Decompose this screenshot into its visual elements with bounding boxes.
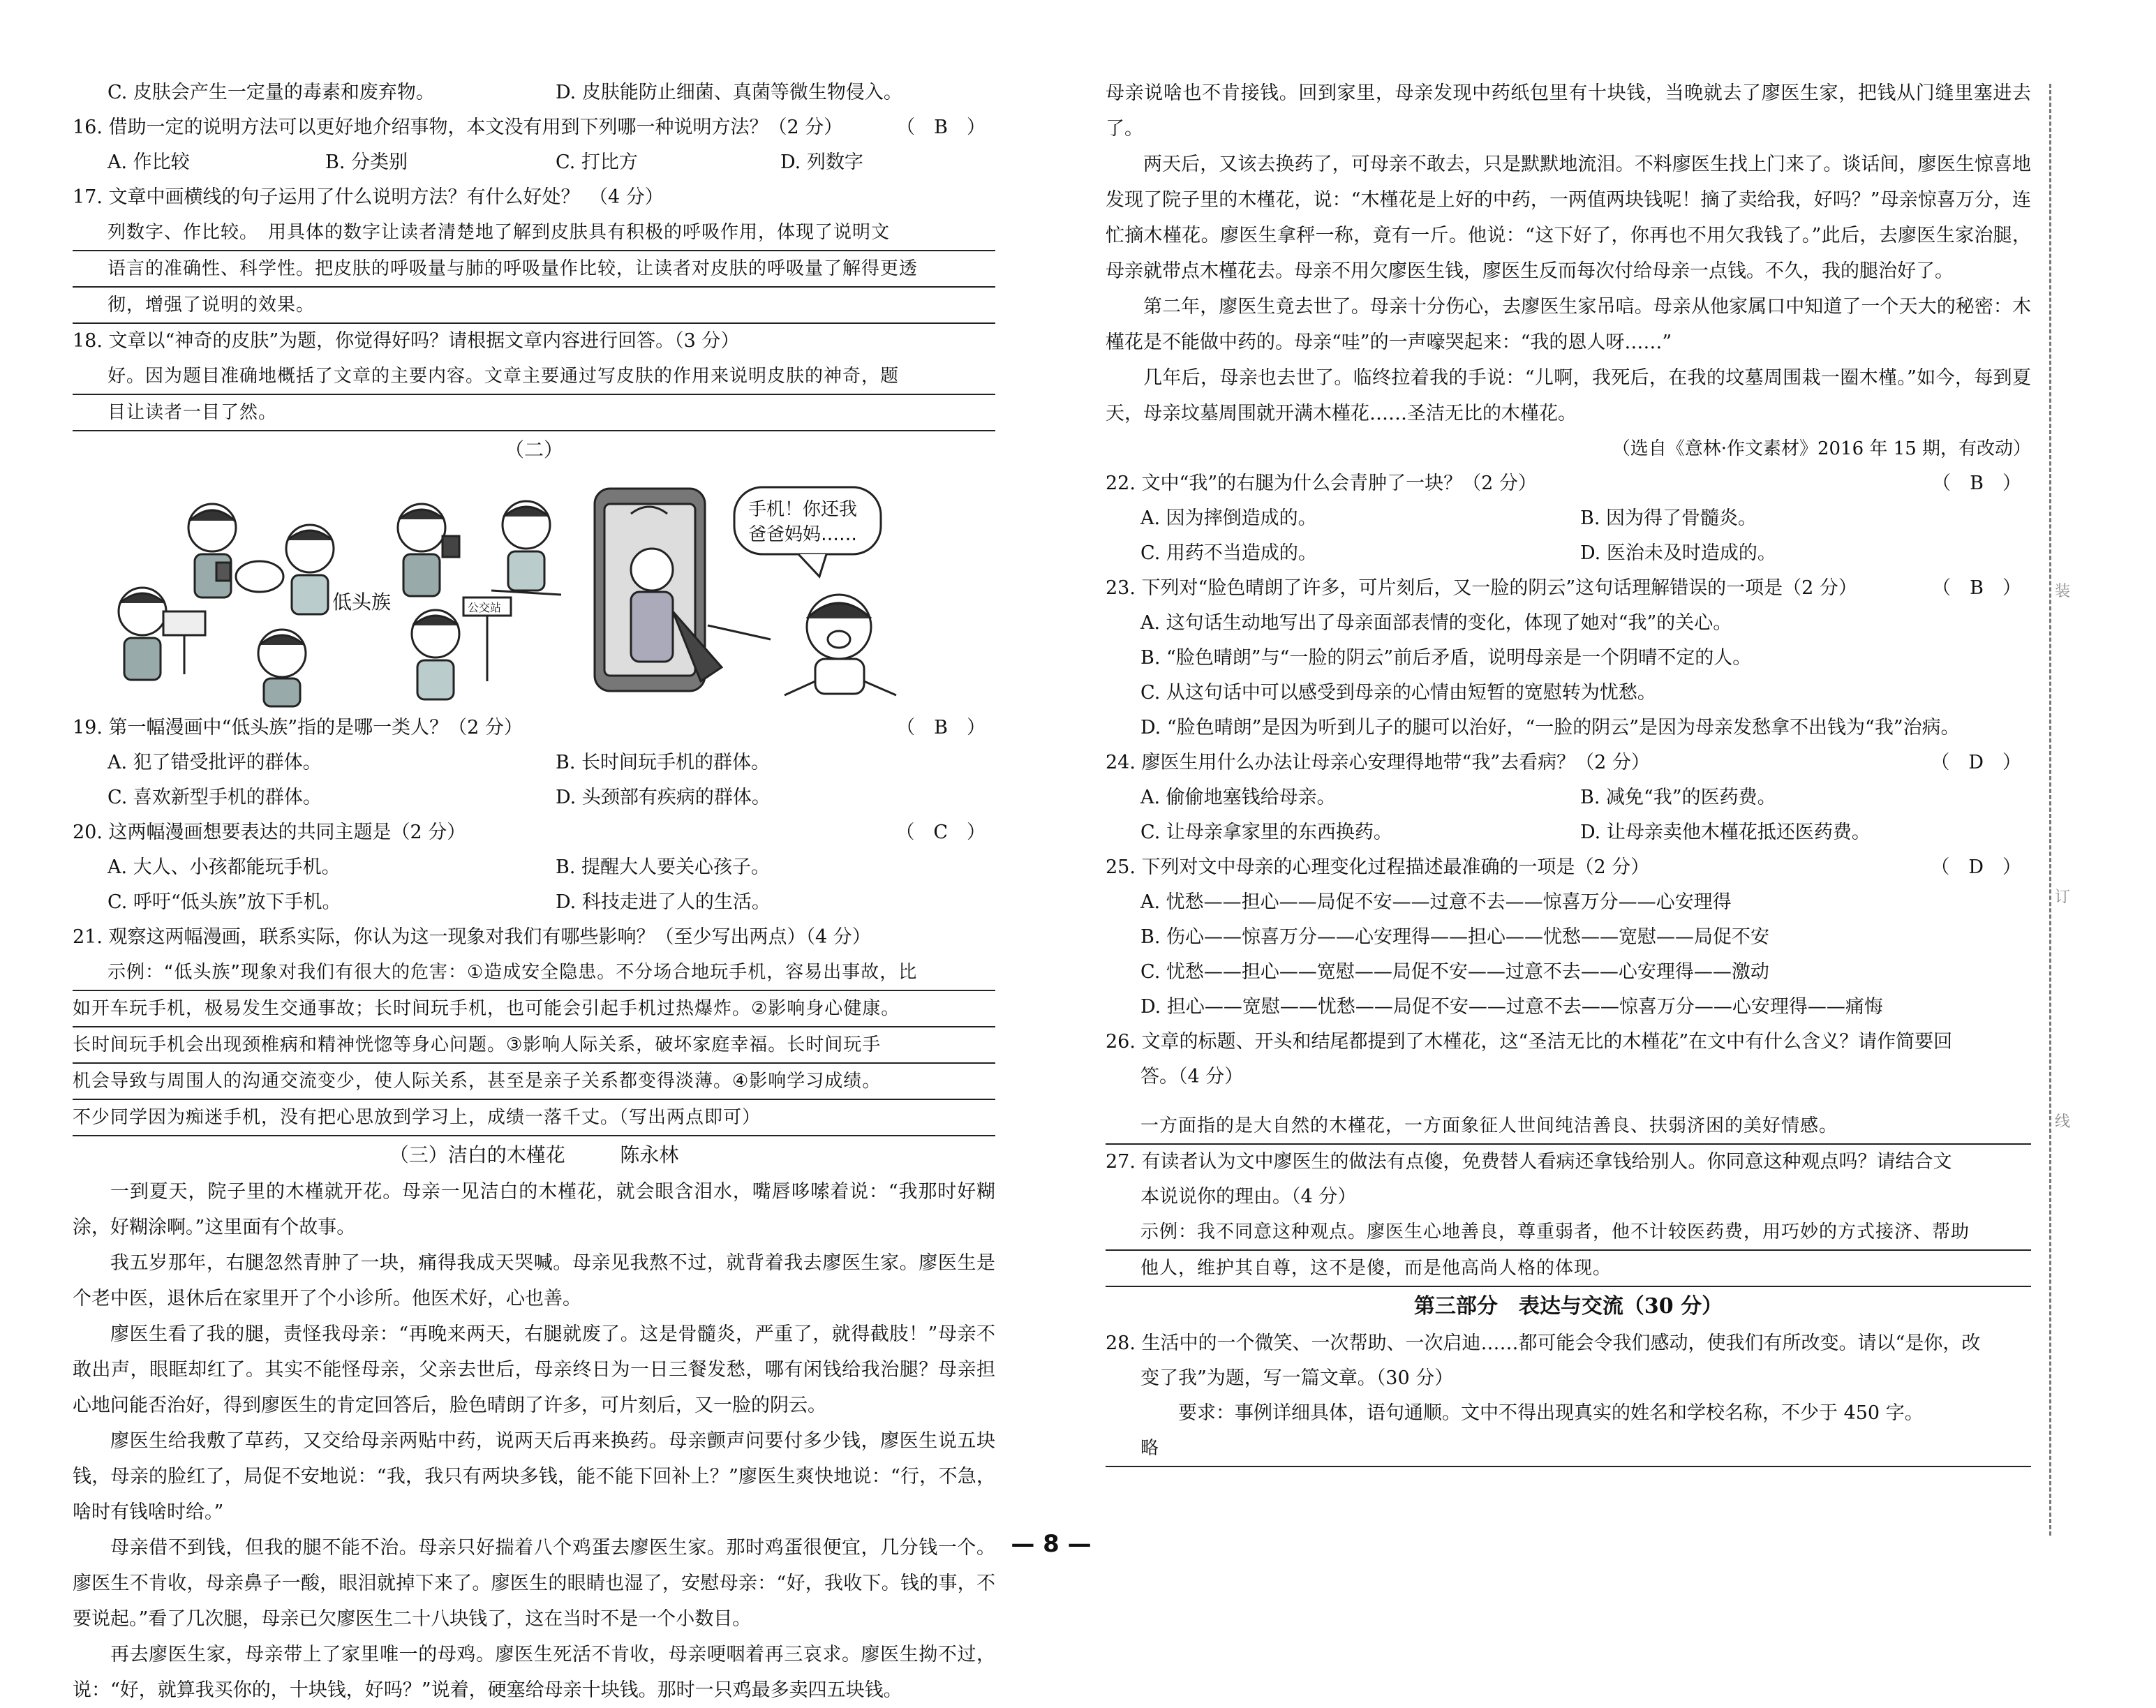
option-d: D. 皮肤能防止细菌、真菌等微生物侵入。 — [556, 82, 902, 103]
q23-answer: （ B ） — [1932, 577, 2021, 599]
q25-option: D. 担心——宽慰——忧愁——局促不安——过意不去——惊喜万分——心安理得——痛悔 — [1140, 996, 1883, 1018]
binding-label: 装 — [2055, 583, 2071, 600]
q19-options-cd: C. 喜欢新型手机的群体。 D. 头颈部有疾病的群体。 — [107, 787, 771, 808]
q16-options: A. 作比较 B. 分类别 C. 打比方 D. 列数字 — [107, 151, 863, 173]
binding-dashed-line — [2049, 84, 2051, 1536]
story-paragraph: 母亲借不到钱，但我的腿不能不治。母亲只好揣着八个鸡蛋去廖医生家。那时鸡蛋很便宜，几分钱一个。廖医生不肯收，母亲鼻子一酸，眼泪就掉下来了。廖医生的眼睛也湿了，安慰母亲：“好，我收下。钱的事，不要说起。”看了几次腿，母亲已欠廖医生二十八块钱了，这在当时不是一个小数目。 — [73, 1537, 995, 1630]
binding-label: 线 — [2055, 1113, 2071, 1131]
q25-option: A. 忧愁——担心——局促不安——过意不去——惊喜万分——心安理得 — [1140, 891, 1732, 913]
q28-answer-line: 略 — [1106, 1431, 2031, 1467]
story-author: 陈永林 — [620, 1143, 679, 1166]
q19-stem: 19. 第一幅漫画中“低头族”指的是哪一类人？（2 分） （ B ） — [73, 711, 995, 745]
comic-bubble-line-1: 手机！你还我 — [748, 499, 858, 520]
q28-stem: 28. 生活中的一个微笑、一次帮助、一次启迪……都可能会令我们感动，使我们有所改变。请以“是你，改 — [1106, 1332, 1981, 1354]
story-title: （三）洁白的木槿花 — [389, 1143, 565, 1166]
q25-stem: 25. 下列对文中母亲的心理变化过程描述最准确的一项是（2 分） （ D ） — [1106, 850, 2031, 885]
q25-answer: （ D ） — [1931, 856, 2021, 878]
q25-option: B. 伤心——惊喜万分——心安理得——担心——忧愁——宽慰——局促不安 — [1140, 926, 1770, 948]
q18-answer-line: 好。因为题目准确地概括了文章的主要内容。文章主要通过写皮肤的作用来说明皮肤的神奇，题 — [73, 359, 995, 395]
right-column — [1106, 75, 2031, 1467]
q27-stem-cont: 本说说你的理由。（4 分） — [1140, 1186, 1357, 1208]
q21-answer-line: 如开车玩手机，极易发生交通事故；长时间玩手机，也可能会引起手机过热爆炸。②影响身心健康。 — [73, 991, 995, 1027]
comic-label-low-head: 低头族 — [332, 591, 392, 614]
q23-option: D. “脸色晴朗”是因为听到儿子的腿可以治好，“一脸的阴云”是因为母亲发愁拿不出钱为“我”治病。 — [1140, 717, 1960, 738]
section-3-heading — [73, 1136, 995, 1174]
story-paragraph: 我五岁那年，右腿忽然青肿了一块，痛得我成天哭喊。母亲见我熬不过，就背着我去廖医生家。廖医生是个老中医，退休后在家里开了个小诊所。他医术好，心也善。 — [73, 1252, 995, 1309]
q20-options-ab: A. 大人、小孩都能玩手机。 B. 提醒大人要关心孩子。 — [107, 856, 771, 878]
q17-answer-line: 列数字、作比较。 用具体的数字让读者清楚地了解到皮肤具有积极的呼吸作用，体现了说明文 — [73, 215, 995, 251]
story-paragraph: 廖医生看了我的腿，责怪我母亲：“再晚来两天，右腿就废了。这是骨髓炎，严重了，就得截肢！”母亲不敢出声，眼眶却红了。其实不能怪母亲，父亲去世后，母亲终日为一日三餐发愁，哪有闲钱给我治腿？母亲担心地问能否治好，得到廖医生的肯定回答后，脸色晴朗了许多，可片刻后，又一脸的阴云。 — [73, 1323, 995, 1416]
story-paragraph: 几年后，母亲也去世了。临终拉着我的手说：“儿啊，我死后，在我的坟墓周围栽一圈木槿。”如今，每到夏天，母亲坟墓周围就开满木槿花……圣洁无比的木槿花。 — [1106, 367, 2031, 424]
q19-options-ab: A. 犯了错受批评的群体。 B. 长时间玩手机的群体。 — [107, 752, 771, 773]
q16-answer: （ B ） — [896, 117, 986, 138]
option-c: C. 皮肤会产生一定量的毒素和废弃物。 — [107, 82, 435, 103]
q26-answer-line: 一方面指的是大自然的木槿花，一方面象征人世间纯洁善良、扶弱济困的美好情感。 — [1106, 1108, 2031, 1145]
q24-options-cd: C. 让母亲拿家里的东西换药。 D. 让母亲卖他木槿花抵还医药费。 — [1140, 822, 1871, 843]
comic-bubble-line-2: 爸爸妈妈…… — [748, 524, 858, 545]
binding-label: 订 — [2055, 889, 2071, 906]
q15-options-cd — [73, 75, 995, 110]
q18-stem: 18. 文章以“神奇的皮肤”为题，你觉得好吗？请根据文章内容进行回答。（3 分） — [73, 330, 740, 352]
q22-stem: 22. 文中“我”的右腿为什么会青肿了一块？（2 分） （ B ） — [1106, 466, 2031, 501]
story-paragraph: 两天后，又该去换药了，可母亲不敢去，只是默默地流泪。不料廖医生找上门来了。谈话间，廖医生惊喜地发现了院子里的木槿花，说：“木槿花是上好的中药，一两值两块钱呢！摘了卖给我，好吗？”母亲惊喜万分，连忙摘木槿花。廖医生拿秤一称，竟有一斤。他说：“这下好了，你再也不用欠我钱了。”此后，去廖医生家治腿，母亲就带点木槿花去。母亲不用欠廖医生钱，廖医生反而每次付给母亲一点钱。不久，我的腿治好了。 — [1106, 154, 2031, 282]
q22-options-cd: C. 用药不当造成的。 D. 医治未及时造成的。 — [1140, 542, 1776, 564]
q23-option: A. 这句话生动地写出了母亲面部表情的变化，体现了她对“我”的关心。 — [1140, 612, 1732, 634]
q26-stem-cont: 答。（4 分） — [1140, 1066, 1244, 1087]
part-3-heading: 第三部分 表达与交流（30 分） — [1413, 1294, 1723, 1319]
left-column — [73, 75, 995, 1708]
q26-stem: 26. 文章的标题、开头和结尾都提到了木槿花，这“圣洁无比的木槿花”在文中有什么含义？请作简要回 — [1106, 1031, 1953, 1053]
q20-stem: 20. 这两幅漫画想要表达的共同主题是（2 分） （ C ） — [73, 815, 995, 850]
q17-answer-line: 彻，增强了说明的效果。 — [73, 288, 995, 324]
q27-answer-line: 他人，维护其自尊，这不是傻，而是他高尚人格的体现。 — [1106, 1251, 2031, 1287]
q21-answer-line: 示例：“低头族”现象对我们有很大的危害：①造成安全隐患。不分场合地玩手机，容易出事故，比 — [73, 955, 995, 991]
story-paragraph: 一到夏天，院子里的木槿就开花。母亲一见洁白的木槿花，就会眼含泪水，嘴唇哆嗦着说：“我那时好糊涂，好糊涂啊。”这里面有个故事。 — [73, 1181, 995, 1238]
q21-stem: 21. 观察这两幅漫画，联系实际，你认为这一现象对我们有哪些影响？（至少写出两点）（4 分） — [73, 926, 871, 948]
q27-stem: 27. 有读者认为文中廖医生的做法有点傻，免费替人看病还拿钱给别人。你同意这种观点吗？请结合文 — [1106, 1151, 1952, 1173]
q22-answer: （ B ） — [1932, 473, 2021, 494]
q28-requirements: 要求：事例详细具体，语句通顺。文中不得出现真实的姓名和学校名称，不少于 450 字。 — [1178, 1402, 1924, 1424]
q24-stem: 24. 廖医生用什么办法让母亲心安理得地带“我”去看病？（2 分） （ D ） — [1106, 745, 2031, 780]
q20-options-cd: C. 呼吁“低头族”放下手机。 D. 科技走进了人的生活。 — [107, 891, 771, 913]
q27-answer-line: 示例：我不同意这种观点。廖医生心地善良，尊重弱者，他不计较医药费，用巧妙的方式接济、帮助 — [1106, 1215, 2031, 1251]
q25-option: C. 忧愁——担心——宽慰——局促不安——过意不去——心安理得——激动 — [1140, 961, 1769, 983]
story-source: （选自《意林·作文素材》2016 年 15 期，有改动） — [1612, 438, 2031, 459]
q21-answer-line: 不少同学因为痴迷手机，没有把心思放到学习上，成绩一落千丈。（写出两点即可） — [73, 1100, 995, 1136]
q20-answer: （ C ） — [895, 822, 986, 843]
comic-bus-stop-sign: 公交站 — [468, 601, 502, 614]
q28-stem-cont: 变了我”为题，写一篇文章。（30 分） — [1140, 1367, 1454, 1389]
q21-answer-line: 机会导致与周围人的沟通交流变少，使人际关系，甚至是亲子关系都变得淡薄。④影响学习成绩。 — [73, 1064, 995, 1100]
page-number: — 8 — — [1011, 1530, 1092, 1558]
comic-low-head-tribe — [73, 472, 995, 708]
q23-stem: 23. 下列对“脸色晴朗了许多，可片刻后，又一脸的阴云”这句话理解错误的一项是（2 分） （ B ） — [1106, 571, 2031, 606]
story-paragraph: 廖医生给我敷了草药，又交给母亲两贴中药，说两天后再来换药。母亲颤声问要付多少钱，廖医生说五块钱，母亲的脸红了，局促不安地说：“我，我只有两块多钱，能不能下回补上？”廖医生爽快地说：“行，不急，啥时有钱啥时给。” — [73, 1430, 995, 1523]
q17-stem: 17. 文章中画横线的句子运用了什么说明方法？有什么好处？ （4 分） — [73, 186, 664, 208]
story-paragraph: 再去廖医生家，母亲带上了家里唯一的母鸡。廖医生死活不肯收，母亲哽咽着再三哀求。廖医生拗不过，说：“好，就算我买你的，十块钱，好吗？”说着，硬塞给母亲十块钱。那时一只鸡最多卖四五块钱。 — [73, 1644, 995, 1701]
q17-answer-line: 语言的准确性、科学性。把皮肤的呼吸量与肺的呼吸量作比较，让读者对皮肤的呼吸量了解得更透 — [73, 251, 995, 288]
q22-options-ab: A. 因为摔倒造成的。 B. 因为得了骨髓炎。 — [1140, 507, 1757, 529]
q16-stem: 16. 借助一定的说明方法可以更好地介绍事物，本文没有用到下列哪一种说明方法？（2 分） （ B ） — [73, 110, 995, 145]
q24-answer: （ D ） — [1931, 752, 2021, 773]
section-2-heading: （二） — [504, 438, 563, 461]
comic-illustrations — [73, 472, 995, 708]
q23-option: B. “脸色晴朗”与“一脸的阴云”前后矛盾，说明母亲是一个阴晴不定的人。 — [1140, 647, 1752, 669]
q18-answer-line: 目让读者一目了然。 — [73, 395, 995, 431]
story-paragraph: 第二年，廖医生竟去世了。母亲十分伤心，去廖医生家吊唁。母亲从他家属口中知道了一个天大的秘密：木槿花是不能做中药的。母亲“哇”的一声嚎哭起来：“我的恩人呀……” — [1106, 296, 2031, 353]
q21-answer-line: 长时间玩手机会出现颈椎病和精神恍惚等身心问题。③影响人际关系，破坏家庭幸福。长时间玩手 — [73, 1027, 995, 1064]
q23-option: C. 从这句话中可以感受到母亲的心情由短暂的宽慰转为忧愁。 — [1140, 682, 1656, 704]
q24-options-ab: A. 偷偷地塞钱给母亲。 B. 减免“我”的医药费。 — [1140, 787, 1776, 808]
q19-answer: （ B ） — [896, 717, 986, 738]
story-paragraph: 母亲说啥也不肯接钱。回到家里，母亲发现中药纸包里有十块钱，当晚就去了廖医生家，把钱从门缝里塞进去了。 — [1106, 82, 2031, 140]
